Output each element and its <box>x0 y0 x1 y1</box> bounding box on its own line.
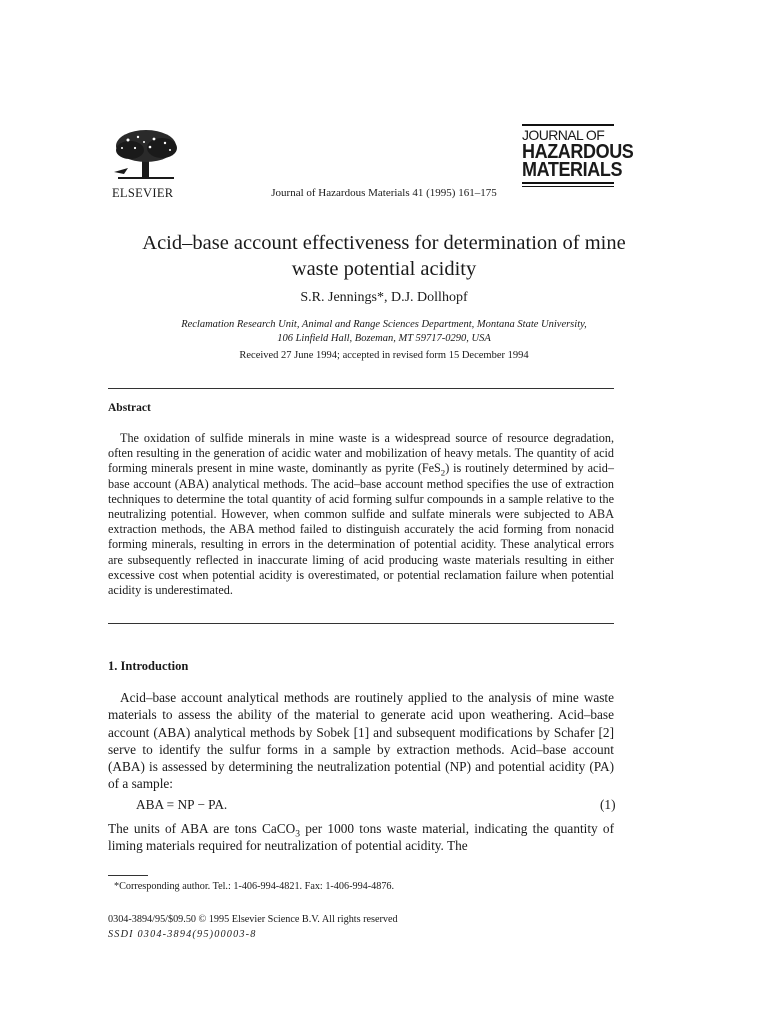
journal-logo-line3: MATERIALS <box>522 157 623 181</box>
paragraph2-part2: per 1000 tons waste material, indicating the quantity of liming materials required for neutralization of potential acidity. The <box>108 821 614 854</box>
affiliation-line2: 106 Linfield Hall, Bozeman, MT 59717-0290, USA <box>277 333 491 344</box>
abstract-text <box>108 431 614 598</box>
corresponding-author-footnote: *Corresponding author. Tel.: 1-406-994-4821. Fax: 1-406-994-4876. <box>114 881 395 892</box>
copyright-line: 0304-3894/95/$09.50 © 1995 Elsevier Science B.V. All rights reserved <box>108 914 398 925</box>
abstract-text-part2: ) is routinely determined by acid–base account (ABA) analytical methods. The acid–base account method specifies the use of extraction techniques to determine the total quantity of acid forming sulfur compounds in a sample relative to the neutralizing potential. However, when common sulfide and sulfate minerals were subjected to ABA extraction methods, the ABA method failed to distinguish accurately the acid forming from nonacid forming minerals, resulting in errors in the determination of potential acidity. These analytical errors are subsequently reflected in inaccurate liming of acid producing waste materials resulting in either excessive cost when potential acidity is overestimated, or potential reclamation failure when potential acidity is underestimated. <box>108 461 614 598</box>
abstract-top-rule <box>108 388 614 389</box>
abstract-bottom-rule <box>108 623 614 624</box>
paragraph2-part1: The units of ABA are tons CaCO <box>108 821 296 836</box>
journal-logo-line2: HAZARDOUS <box>522 139 634 163</box>
footnote-rule <box>108 875 148 876</box>
abstract-text-part1: The oxidation of sulfide minerals in mine waste is a widespread source of resource degradation, often resulting in the generation of acidic water and mobilization of heavy metals. The quantity of acid forming minerals present in mine waste, dominantly as pyrite (FeS <box>108 431 614 476</box>
author-affiliation <box>0 318 768 346</box>
article-title-text: Acid–base account effectiveness for determination of mine waste potential acidity <box>142 232 626 280</box>
logo-rule-bottom <box>522 182 614 184</box>
equation-1: ABA = NP − PA. <box>136 797 228 812</box>
logo-rule-top <box>522 124 614 126</box>
logo-rule-bottom-thin <box>522 186 614 187</box>
journal-citation: Journal of Hazardous Materials 41 (1995) 161–175 <box>271 187 497 199</box>
article-authors: S.R. Jennings*, D.J. Dollhopf <box>300 290 468 305</box>
introduction-paragraph2 <box>108 820 614 855</box>
publisher-name: ELSEVIER <box>112 186 174 200</box>
abstract-heading: Abstract <box>108 402 151 414</box>
paragraph2-subscript: 3 <box>295 828 300 840</box>
affiliation-line1: Reclamation Research Unit, Animal and Range Sciences Department, Montana State University, <box>181 319 587 330</box>
journal-logo-line1: JOURNAL OF <box>522 127 605 143</box>
received-dates: Received 27 June 1994; accepted in revised form 15 December 1994 <box>239 350 529 361</box>
section-heading-introduction: 1. Introduction <box>108 659 189 673</box>
equation-number: (1) <box>600 797 616 812</box>
introduction-paragraph1: Acid–base account analytical methods are routinely applied to the analysis of mine waste materials to assess the ability of the material to generate acid upon weathering. Acid–base account (ABA) analytical methods by Sobek [1] and subsequent modifications by Schafer [2] serve to identify the sulfur forms in a sample by extraction methods. Acid–base account (ABA) is assessed by determining the neutralization potential (NP) and potential acidity (PA) of a sample: <box>108 690 614 792</box>
journal-logo <box>522 124 634 187</box>
elsevier-tree-logo <box>110 128 182 184</box>
ssdi-line: SSDI 0304-3894(95)00003-8 <box>108 929 257 940</box>
abstract-subscript: 2 <box>440 467 446 478</box>
article-title <box>0 230 768 282</box>
